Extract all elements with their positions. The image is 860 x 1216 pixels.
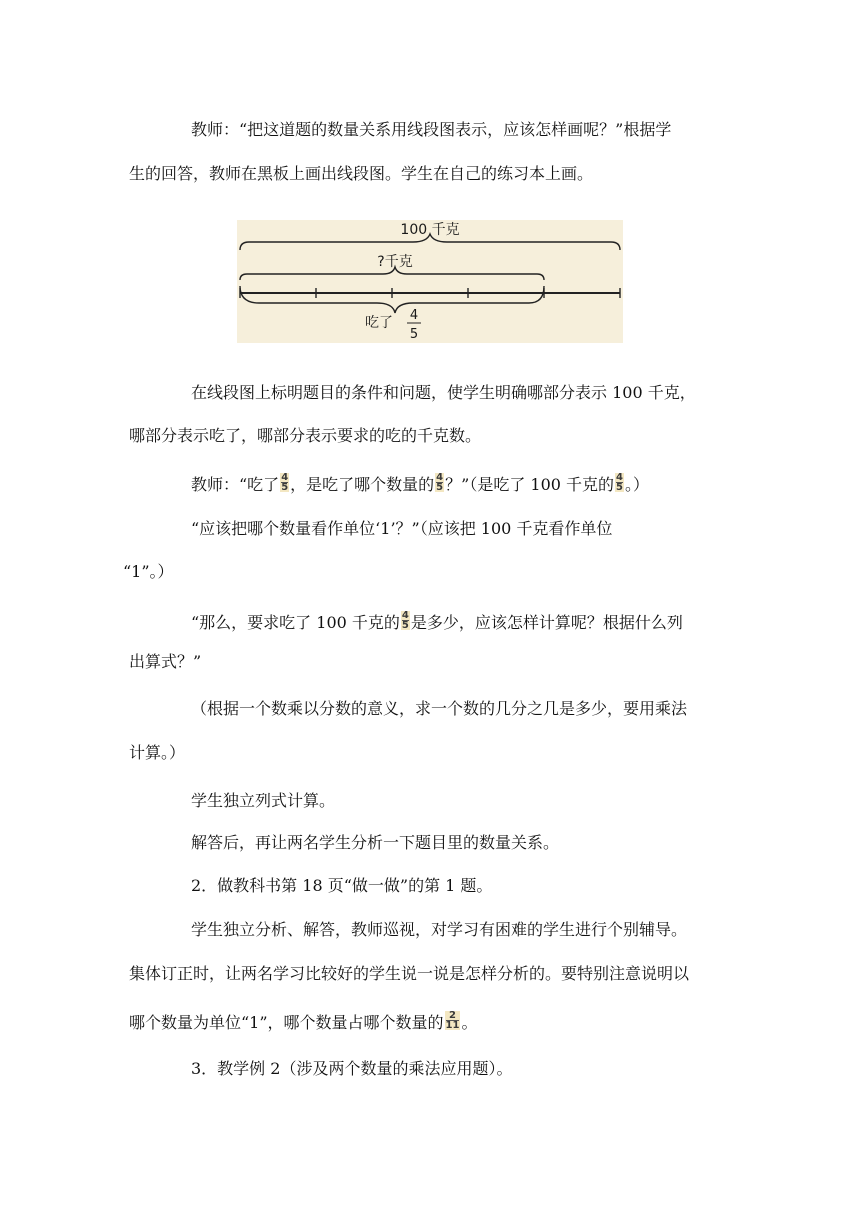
- paragraph-line: 2．做教科书第 18 页“做一做”的第 1 题。: [191, 876, 493, 895]
- paragraph-line: 学生独立列式计算。: [191, 791, 336, 810]
- fraction-four-fifths: $\frac{4}{5}$: [436, 472, 444, 493]
- eaten-fraction-denominator: 5: [409, 327, 419, 342]
- fraction-four-fifths: $\frac{4}{5}$: [401, 610, 409, 631]
- paragraph-line: 出算式？”: [129, 652, 202, 671]
- fraction-two-elevenths: $\frac{2}{11}$: [445, 1010, 460, 1031]
- paragraph-line: “那么，要求吃了 100 千克的 $\frac{4}{5}$ 是多少，应该怎样计算呢？根据什么列: [191, 610, 683, 632]
- eaten-fraction-numerator: 4: [409, 308, 419, 323]
- line-segment-diagram: [237, 220, 623, 343]
- eaten-label: 吃了: [365, 315, 393, 331]
- paragraph-line: 解答后，再让两名学生分析一下题目里的数量关系。: [191, 833, 560, 852]
- paragraph-line: 计算。）: [129, 743, 186, 762]
- fraction-four-fifths: $\frac{4}{5}$: [281, 472, 289, 493]
- total-label: 100 千克: [400, 222, 460, 238]
- paragraph-line: 集体订正时，让两名学习比较好的学生说一说是怎样分析的。要特别注意说明以: [129, 964, 690, 983]
- paragraph-line: （根据一个数乘以分数的意义，求一个数的几分之几是多少，要用乘法: [191, 699, 688, 718]
- paragraph-line: “应该把哪个数量看作单位‘1’？”（应该把 100 千克看作单位: [191, 519, 613, 538]
- paragraph-line: 学生独立分析、解答，教师巡视，对学习有困难的学生进行个别辅导。: [191, 920, 688, 939]
- paragraph-line: 哪部分表示吃了，哪部分表示要求的吃的千克数。: [129, 426, 482, 445]
- paragraph-line: 在线段图上标明题目的条件和问题，使学生明确哪部分表示 100 千克，: [191, 383, 696, 402]
- paragraph-line: 哪个数量为单位“1”，哪个数量占哪个数量的 $\frac{2}{11}$ 。: [129, 1010, 478, 1032]
- paragraph-line: “1”。）: [123, 562, 174, 581]
- paragraph-line: 教师：“吃了 $\frac{4}{5}$ ，是吃了哪个数量的 $\frac{4}{5}$ ？”（是吃了 100 千克的 $\frac{4}{5}$ 。）: [191, 472, 650, 494]
- fraction-four-fifths: $\frac{4}{5}$: [616, 472, 624, 493]
- paragraph-line: 教师：“把这道题的数量关系用线段图表示，应该怎样画呢？”根据学: [191, 120, 672, 139]
- unknown-label: ?千克: [377, 254, 413, 270]
- paragraph-line: 生的回答，教师在黑板上画出线段图。学生在自己的练习本上画。: [129, 164, 594, 183]
- paragraph-line: 3．教学例 2（涉及两个数量的乘法应用题）。: [191, 1059, 513, 1078]
